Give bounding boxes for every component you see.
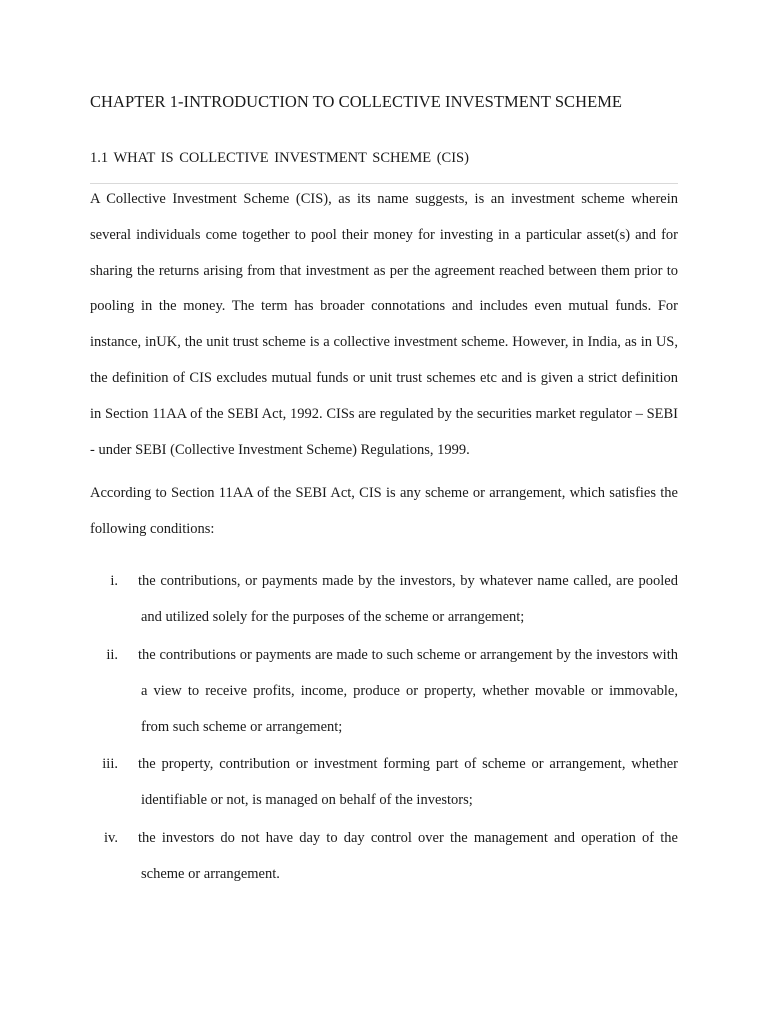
chapter-title: CHAPTER 1-INTRODUCTION TO COLLECTIVE INVESTMENT SCHEME xyxy=(90,92,623,111)
list-item-text: the property, contribution or investment forming part of scheme or arrangement, whether identifiable or not, is managed on behalf of the investors; xyxy=(138,756,678,808)
section-heading: 1.1 WHAT IS COLLECTIVE INVESTMENT SCHEME (CIS) xyxy=(90,150,469,166)
list-item xyxy=(90,746,678,818)
section-11aa-intro-paragraph: According to Section 11AA of the SEBI Act, CIS is any scheme or arrangement, which satisfies the following conditions: xyxy=(90,485,678,537)
list-numeral: ii. xyxy=(106,646,118,663)
list-item xyxy=(90,563,678,635)
list-item-text: the investors do not have day to day control over the management and operation of the scheme or arrangement. xyxy=(138,829,678,882)
list-item xyxy=(90,637,678,745)
list-item-text: the contributions, or payments made by the investors, by whatever name called, are pooled and utilized solely for the purposes of the scheme or arrangement; xyxy=(138,573,678,625)
list-numeral: iv. xyxy=(104,829,118,846)
list-item-text: the contributions or payments are made to such scheme or arrangement by the investors with a view to receive profits, income, produce or property, whether movable or immovable, from such scheme or arrangement; xyxy=(138,646,678,735)
cis-definition-paragraph: A Collective Investment Scheme (CIS), as its name suggests, is an investment scheme wherein several individuals come together to pool their money for investing in a particular asset(s) and for sharing the returns arising from that investment as per the agreement reached between them prior to pooling in the money. The term has broader connotations and includes even mutual funds. For instance, inUK, the unit trust scheme is a collective investment scheme. However, in India, as in US, the definition of CIS excludes mutual funds or unit trust schemes etc and is given a strict definition in Section 11AA of the SEBI Act, 1992. CISs are regulated by the securities market regulator – SEBI - under SEBI (Collective Investment Scheme) Regulations, 1999. xyxy=(90,191,678,458)
list-numeral: i. xyxy=(110,573,118,589)
list-numeral: iii. xyxy=(102,756,118,772)
conditions-list xyxy=(90,563,678,893)
list-item xyxy=(90,820,678,892)
